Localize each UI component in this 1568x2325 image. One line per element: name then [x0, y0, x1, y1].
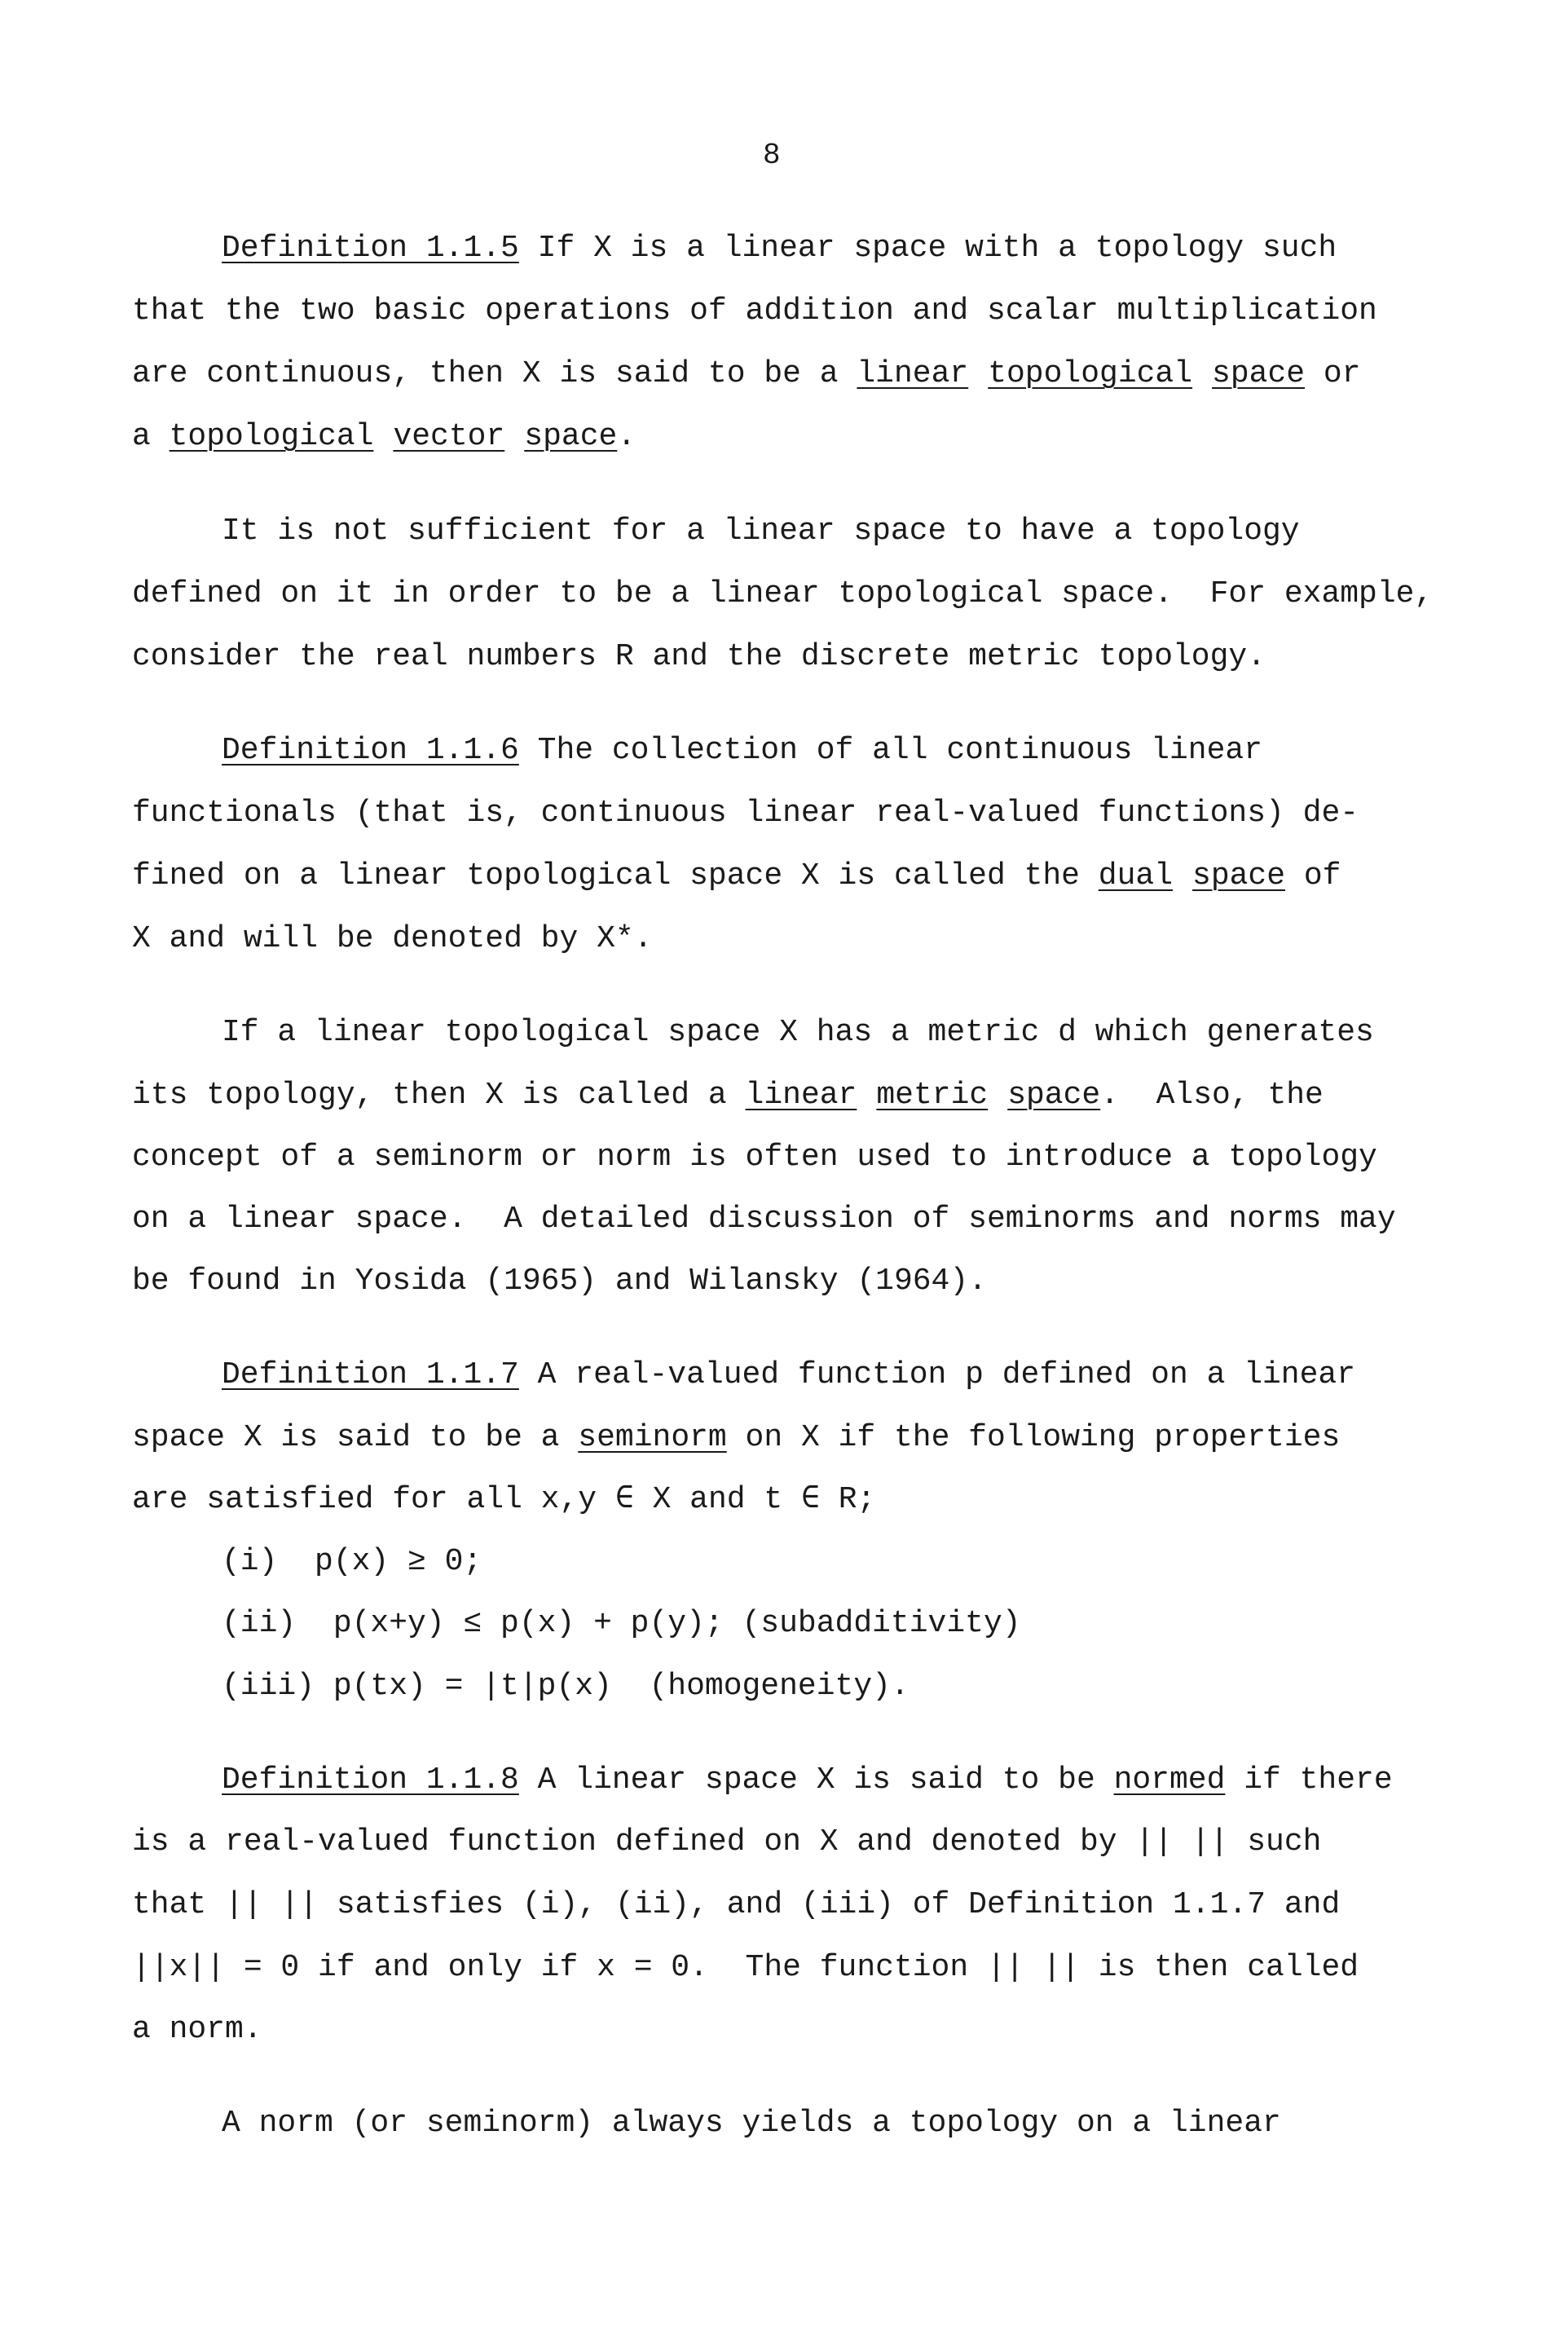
- term-topological: topological: [169, 419, 374, 454]
- term-space: space: [524, 419, 618, 454]
- paragraph-2-line-1: If a linear topological space X has a metric d which generates: [222, 1015, 1374, 1050]
- term-metric: metric: [876, 1078, 989, 1113]
- property-ii: (ii) p(x+y) ≤ p(x) + p(y); (subadditivity): [222, 1606, 1021, 1641]
- definition-1-1-8-line-3: that || || satisfies (i), (ii), and (iii) of Definition 1.1.7 and: [132, 1887, 1341, 1922]
- paragraph-2-line-5: be found in Yosida (1965) and Wilansky (1964).: [132, 1264, 987, 1299]
- definition-label: Definition 1.1.5: [222, 231, 519, 266]
- definition-label: Definition 1.1.7: [222, 1357, 519, 1392]
- term-vector: vector: [393, 419, 505, 454]
- term-dual: dual: [1098, 858, 1174, 893]
- definition-1-1-6-line-4: X and will be denoted by X*.: [132, 921, 653, 956]
- paragraph-2-line-3: concept of a seminorm or norm is often used to introduce a topology: [132, 1140, 1377, 1175]
- paragraph-3-line-1: A norm (or seminorm) always yields a topology on a linear: [222, 2106, 1281, 2141]
- paragraph-1-line-2: defined on it in order to be a linear topological space. For example,: [132, 576, 1434, 611]
- definition-1-1-5-line-1: Definition 1.1.5 If X is a linear space with a topology such: [222, 231, 1337, 266]
- definition-1-1-5-line-3: are continuous, then X is said to be a linear topological space or: [132, 356, 1361, 391]
- term-linear: linear: [857, 356, 969, 391]
- definition-1-1-7-line-2: space X is said to be a seminorm on X if the following properties: [132, 1420, 1341, 1455]
- term-linear: linear: [745, 1078, 857, 1113]
- term-seminorm: seminorm: [578, 1420, 727, 1455]
- definition-1-1-8-line-4: ||x|| = 0 if and only if x = 0. The function || || is then called: [132, 1950, 1359, 1985]
- definition-1-1-8-line-2: is a real-valued function defined on X and denoted by || || such: [132, 1824, 1322, 1860]
- definition-1-1-7-line-1: Definition 1.1.7 A real-valued function p defined on a linear: [222, 1357, 1356, 1392]
- term-topological: topological: [988, 356, 1193, 391]
- paragraph-2-line-4: on a linear space. A detailed discussion of seminorms and norms may: [132, 1202, 1396, 1237]
- property-i: (i) p(x) ≥ 0;: [222, 1544, 482, 1579]
- definition-label: Definition 1.1.6: [222, 733, 519, 768]
- definition-1-1-8-line-5: a norm.: [132, 2012, 262, 2047]
- definition-1-1-5-line-2: that the two basic operations of addition and scalar multiplication: [132, 293, 1377, 329]
- term-space: space: [1192, 858, 1286, 893]
- term-space: space: [1007, 1078, 1101, 1113]
- definition-1-1-6-line-1: Definition 1.1.6 The collection of all continuous linear: [222, 733, 1263, 768]
- paragraph-1-line-1: It is not sufficient for a linear space to have a topology: [222, 514, 1300, 549]
- definition-1-1-5-line-4: a topological vector space.: [132, 419, 636, 454]
- property-iii: (iii) p(tx) = |t|p(x) (homogeneity).: [222, 1669, 910, 1704]
- definition-1-1-7-line-3: are satisfied for all x,y ∈ X and t ∈ R;: [132, 1482, 876, 1517]
- term-normed: normed: [1113, 1762, 1226, 1798]
- definition-label: Definition 1.1.8: [222, 1762, 519, 1798]
- paragraph-1-line-3: consider the real numbers R and the discrete metric topology.: [132, 639, 1266, 674]
- definition-1-1-6-line-2: functionals (that is, continuous linear real-valued functions) de-: [132, 796, 1359, 831]
- definition-1-1-6-line-3: fined on a linear topological space X is called the dual space of: [132, 858, 1341, 893]
- page-number: 8: [763, 139, 781, 172]
- paragraph-2-line-2: its topology, then X is called a linear metric space. Also, the: [132, 1078, 1324, 1113]
- term-space: space: [1212, 356, 1306, 391]
- definition-1-1-8-line-1: Definition 1.1.8 A linear space X is said to be normed if there: [222, 1762, 1393, 1798]
